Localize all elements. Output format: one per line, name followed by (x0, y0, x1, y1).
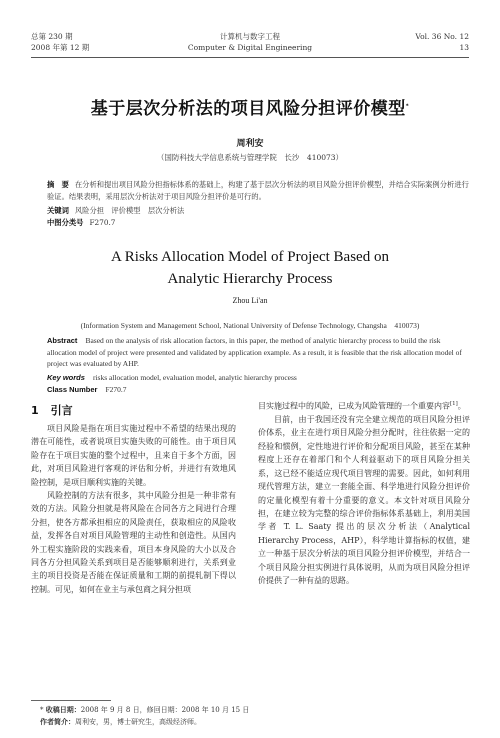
title-footnote-mark: * (405, 103, 410, 110)
footnote-author-bio-label: 作者简介： (40, 717, 75, 726)
citation-mark: [1] (450, 401, 458, 407)
issue-total-number: 总第 230 期 (31, 32, 73, 41)
affiliation-en: (Information System and Management School, National University of Defense Technology, Changsha 410073) (80, 321, 420, 330)
running-header-journal (150, 31, 350, 53)
footnote-author-bio (40, 716, 460, 728)
keywords-cn-label: 关键词 (47, 206, 69, 215)
abstract-en (47, 335, 471, 370)
body-column-right (258, 398, 470, 587)
paper-title-en (31, 246, 469, 290)
keywords-cn (47, 205, 471, 217)
abstract-en-label: Abstract (47, 336, 78, 345)
class-number-cn (47, 217, 471, 229)
footnote-author-bio-text: 周利安，男，博士研究生，高级经济师。 (75, 718, 201, 726)
body-paragraph: 项目风险是指在项目实施过程中不希望的结果出现的潜在可能性，或者说项目实施失败的可能性。由于项目风险存在于项目实施的整个过程中，且来自于多个方面，因此，对项目风险进行客观的评估和分析，并进行有效地风险控制，是项目顺利实施的关键。 (31, 424, 236, 487)
section-heading-intro (31, 402, 85, 418)
affiliation-cn: （国防科技大学信息系统与管理学院 长沙 410073） (156, 153, 344, 162)
class-number-cn-label: 中图分类号 (47, 218, 84, 227)
author-cn: 周利安 (236, 139, 264, 149)
running-header-right (329, 31, 469, 53)
issue-year-number: 2008 年第 12 期 (31, 43, 90, 52)
footnote-rule (31, 700, 111, 701)
body-paragraph: 风险控制的方法有很多，其中风险分担是一种非常有效的方法。风险分担就是将风险在合同各方之间进行合理分担，使各方都承担相应的风险责任，获取相应的风险收益，发挥各自对项目风险管理的主动性和创造性。从国内外工程实施阶段的实践来看，项目本身风险的大小以及合同各方分担风险关系到项目是否能够顺利进行，关系到业主的项目投资是否能在保证质量和工期的前提轧制下得以控制。可见，如何在业主与承包商之间分担项 (31, 491, 236, 594)
body-paragraph-continued-end: 。 (457, 401, 466, 411)
section-title: 引言 (50, 404, 73, 417)
class-number-en-text: F270.7 (105, 385, 127, 394)
keywords-en-label: Key words (47, 373, 85, 382)
abstract-en-text: Based on the analysis of risk allocation factors, in this paper, the method of analytic hierarchy process to build the risk allocation model of project were presented and validated by application example. As a result, it is feasible that the risk allocation model of project was evaluated by AHP. (47, 336, 462, 368)
paper-title-en-line1: A Risks Allocation Model of Project Based on (111, 249, 389, 265)
body-paragraph: 目前，由于我国还没有完全建立规范的项目风险分担评价体系，业主在进行项目风险分担分配时，往往依据一定的经验和惯例，定性地进行评价和分配项目风险，甚至在某种程度上还存在着部门和个人利益驱动下的项目风险分担关系，这已经不能适应现代项目管理的需要。因此，如何利用现代管理方法，建立一套能全面、科学地进行风险分担评价的定量化模型有着十分重要的意义。本文针对项目风险分担，在建立较为完整的综合评价指标体系基础上，利用美国学者 T. L. Saaty 提出的层次分析法（Analytical Hierarchy Process，AHP），科学地计算指标的权值，建立一种基于层次分析法的项目风险分担评价模型，并结合一个项目风险分担实例进行具体说明，从而为项目风险分担评价提供了一种有益的思路。 (258, 415, 470, 585)
body-paragraph-continued (258, 398, 470, 413)
footnote-received-text: 2008 年 9 月 8 日，修回日期：2008 年 10 月 15 日 (80, 706, 250, 714)
footnote-mark: * (40, 706, 44, 714)
paper-title-cn (31, 94, 469, 119)
paper-title-en-line2: Analytic Hierarchy Process (167, 271, 333, 287)
header-rule (31, 57, 469, 58)
class-number-en-label: Class Number (47, 385, 98, 394)
page-number: 13 (459, 43, 469, 52)
body-paragraph-continued-text: 目实施过程中的风险，已成为风险管理的一个重要内容 (258, 401, 450, 411)
author-en: Zhou Li'an (232, 296, 268, 305)
keywords-cn-text: 风险分担 评价模型 层次分析法 (74, 206, 185, 215)
abstract-cn-text: 在分析和提出项目风险分担指标体系的基础上，构建了基于层次分析法的项目风险分担评价模型，并结合实际案例分析进行验证。结果表明，采用层次分析法对于项目风险分担评价是可行的。 (47, 180, 469, 201)
keywords-en-text: risks allocation model, evaluation model, analytic hierarchy process (92, 373, 297, 382)
class-number-cn-text: F270.7 (89, 218, 116, 227)
class-number-en (47, 384, 471, 396)
journal-name-cn: 计算机与数字工程 (220, 32, 280, 41)
abstract-cn (47, 179, 471, 202)
abstract-cn-label: 摘 要 (47, 180, 69, 189)
footnote-received-label: 收稿日期： (45, 705, 81, 714)
body-column-left (31, 422, 236, 596)
keywords-en (47, 372, 471, 384)
journal-name-en: Computer & Digital Engineering (187, 43, 313, 52)
section-number: 1 (31, 404, 39, 417)
footnote-received (40, 704, 460, 716)
volume-number: Vol. 36 No. 12 (415, 32, 469, 41)
paper-title-cn-text: 基于层次分析法的项目风险分担评价模型 (90, 99, 406, 119)
